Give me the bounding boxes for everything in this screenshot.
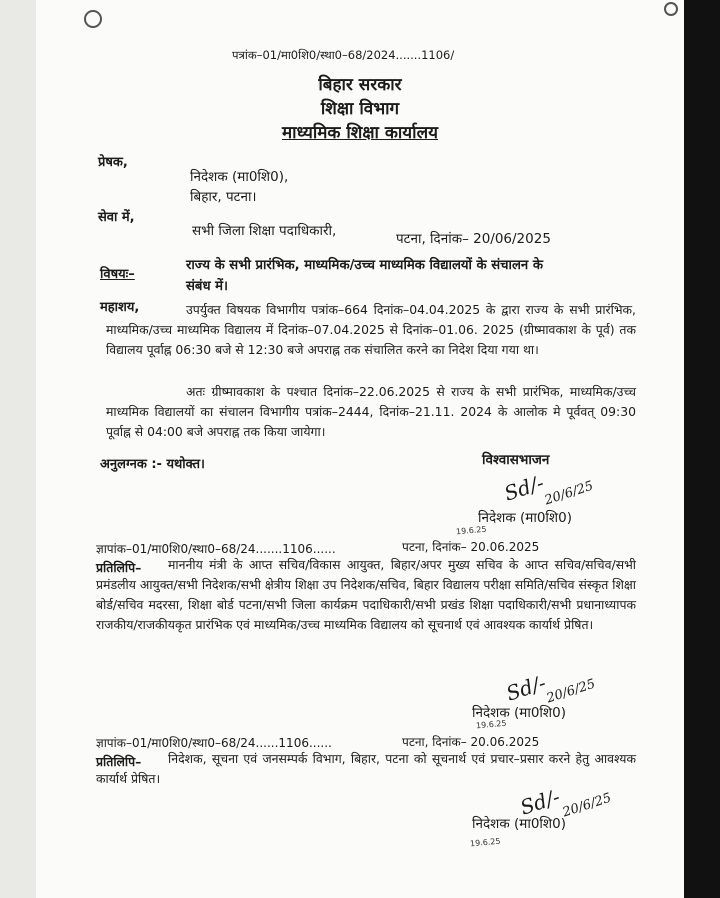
copy2-text: निदेशक, सूचना एवं जनसम्पर्क विभाग, बिहार, पटना को सूचनार्थ एवं प्रचार–प्रसार करने हेतु आवश्यक कार्यार्थ प्रेषित। xyxy=(96,751,636,786)
copy1-text: माननीय मंत्री के आप्त सचिव/विकास आयुक्त, बिहार/अपर मुख्य सचिव के आप्त सचिव/सचिव/सभी प्रमंडलीय आयुक्त/सभी निदेशक/सभी क्षेत्रीय शिक्षा उप निदेशक/सचिव, बिहार विद्यालय परीक्षा समिति/सचिव संस्कृत शिक्षा बोर्ड/सचिव मदरसा, शिक्षा बोर्ड पटना/सभी जिला कार्यक्रम पदाधिकारी/सभी प्रखंड शिक्षा पदाधिकारी/सभी प्रधानाध्यापक राजकीय/राजकीयकृत प्रारंभिक एवं माध्यमिक/उच्च माध्यमिक विद्यालय को सूचनार्थ एवं आवश्यक कार्यार्थ प्रेषित। xyxy=(96,557,636,632)
subject-line-2: संबंध में। xyxy=(186,279,229,294)
header-office: माध्यमिक शिक्षा कार्यालय xyxy=(282,123,438,143)
signatory-3: निदेशक (मा0शि0) xyxy=(472,816,566,832)
initial-note-3: 19.6.25 xyxy=(469,836,501,849)
corner-mark-icon xyxy=(664,2,678,16)
signature-2-date: 20/6/25 xyxy=(544,676,598,707)
right-margin xyxy=(684,0,720,898)
copy1-date: पटना, दिनांक– 20.06.2025 xyxy=(402,540,540,554)
signature-1-date: 20/6/25 xyxy=(542,478,596,509)
copy2-date: पटना, दिनांक– 20.06.2025 xyxy=(402,735,540,749)
signature-3-date: 20/6/25 xyxy=(560,790,614,821)
initial-note-1: 19.6.25 xyxy=(455,524,487,537)
body-paragraph-2: अतः ग्रीष्मावकाश के पश्चात दिनांक–22.06.2025 से राज्य के सभी प्रारंभिक, माध्यमिक/उच्च माध्यमिक विद्यालयों का संचालन विभागीय पत्रांक–2444, दिनांक–21.11. 2024 के आलोक मे पूर्ववत् 09:30 पूर्वाह्न से 04:00 बजे अपराह्न तक किया जायेगा। xyxy=(106,384,636,439)
letter-page xyxy=(36,0,684,898)
letter-date: पटना, दिनांक– 20/06/2025 xyxy=(396,231,551,247)
left-margin xyxy=(0,0,36,898)
copy1-reference: ज्ञापांक–01/मा0शि0/स्था0–68/24.......1106...... xyxy=(96,542,336,556)
signatory-1: निदेशक (मा0शि0) xyxy=(478,510,572,526)
subject-line-1: राज्य के सभी प्रारंभिक, माध्यमिक/उच्च माध्यमिक विद्यालयों के संचालन के xyxy=(186,258,543,273)
signature-1: Sd/- xyxy=(501,470,547,506)
initial-note-2: 19.6.25 xyxy=(475,718,507,731)
copy2-reference: ज्ञापांक–01/मा0शि0/स्था0–68/24......1106...... xyxy=(96,736,332,750)
sender-label: प्रेषक, xyxy=(98,155,128,170)
recipient-name: सभी जिला शिक्षा पदाधिकारी, xyxy=(192,223,337,239)
signature-3: Sd/- xyxy=(517,784,563,820)
header-government: बिहार सरकार xyxy=(318,75,402,95)
letter-reference: पत्रांक–01/मा0शि0/स्था0–68/2024.......1106/ xyxy=(232,48,455,62)
copy2-label: प्रतिलिपि– xyxy=(96,754,142,769)
sender-name: निदेशक (मा0शि0), xyxy=(190,169,289,185)
sender-place: बिहार, पटना। xyxy=(190,189,257,205)
copy1-label: प्रतिलिपि– xyxy=(96,560,142,575)
enclosure-note: अनुलग्नक :- यथोक्त। xyxy=(100,457,205,472)
signature-2: Sd/- xyxy=(503,670,549,706)
header-department: शिक्षा विभाग xyxy=(320,99,400,119)
signatory-2: निदेशक (मा0शि0) xyxy=(472,705,566,721)
subject-label: विषयः– xyxy=(100,267,135,282)
salutation: महाशय, xyxy=(100,300,140,315)
closing-phrase: विश्वासभाजन xyxy=(482,452,550,468)
recipient-label: सेवा में, xyxy=(98,210,135,225)
punch-hole-icon xyxy=(84,10,102,28)
body-paragraph-1: उपर्युक्त विषयक विभागीय पत्रांक–664 दिनांक–04.04.2025 के द्वारा राज्य के सभी प्रारंभिक, माध्यमिक/उच्च माध्यमिक विद्यालय में दिनांक–07.04.2025 से दिनांक–01.06. 2025 (ग्रीष्मावकाश के पूर्व) तक विद्यालय पूर्वाह्न 06:30 बजे से 12:30 बजे अपराह्न तक संचालित करने का निदेश दिया गया था। xyxy=(106,302,636,357)
